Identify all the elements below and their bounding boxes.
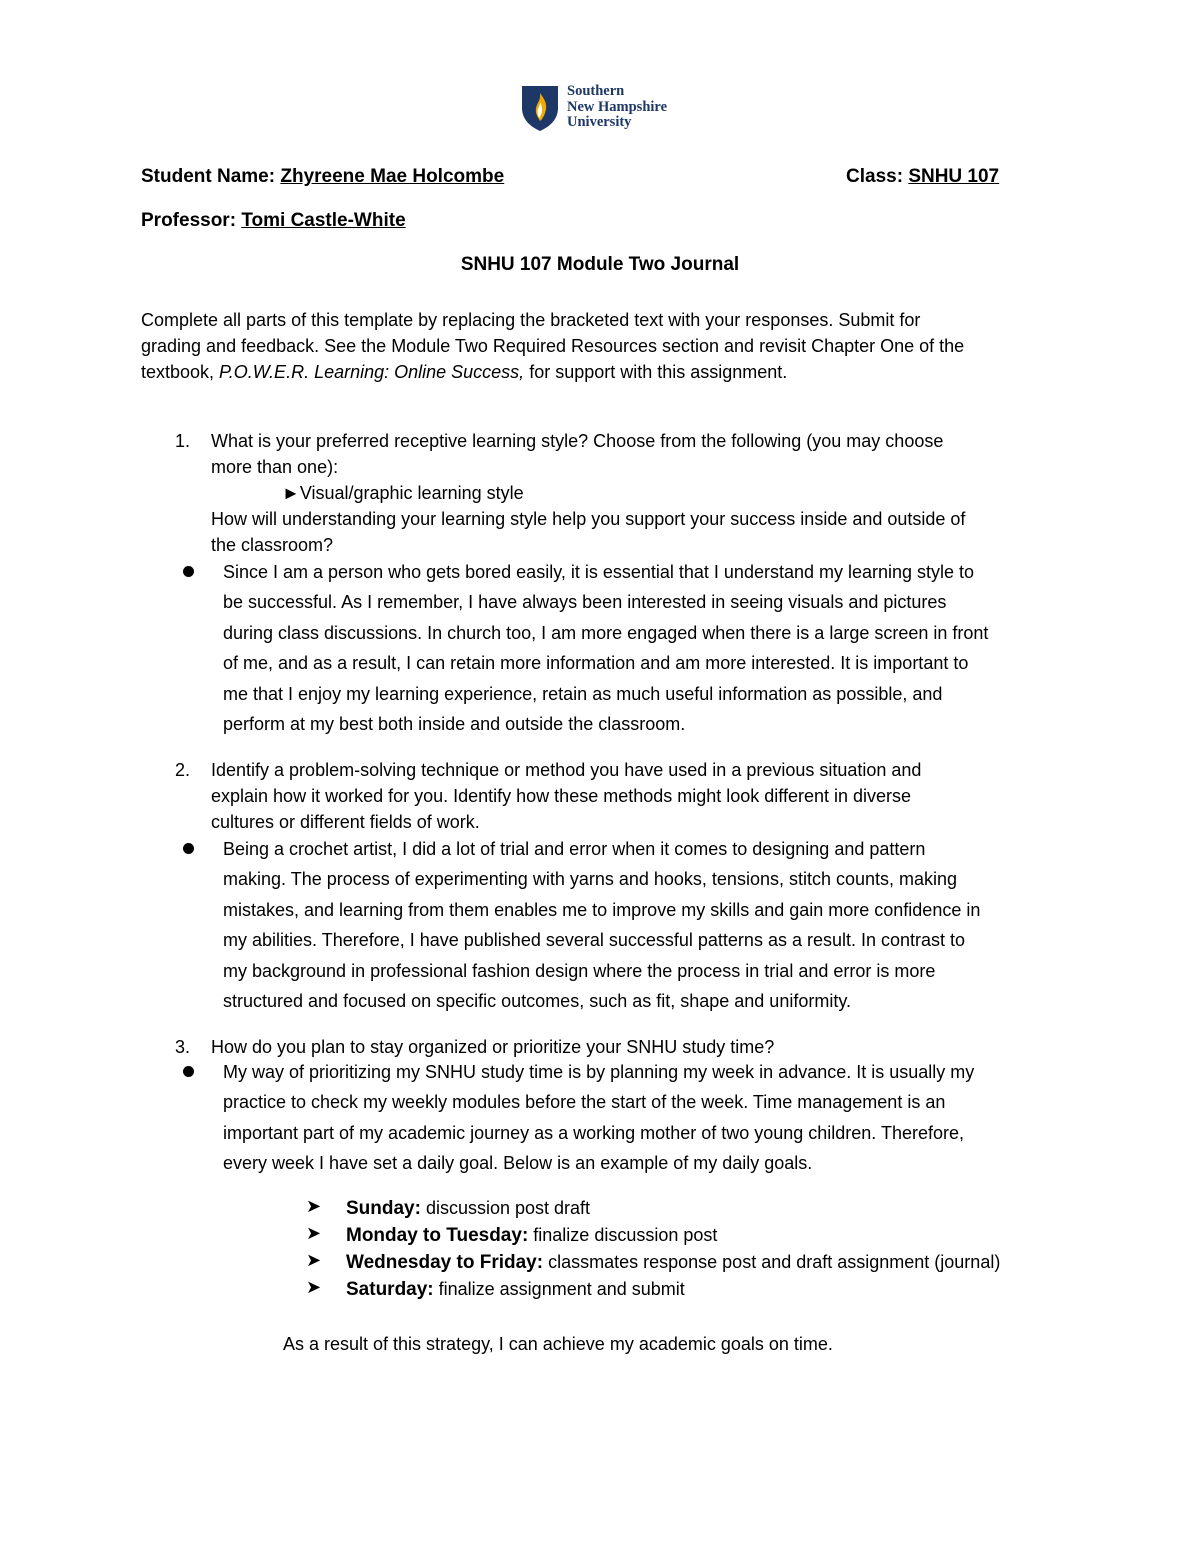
answer-line: mistakes, and learning from them enables me to improve my skills and gain more confidence in (223, 899, 981, 920)
answer-line: making. The process of experimenting with yarns and hooks, tensions, stitch counts, making (223, 869, 958, 890)
page-title: SNHU 107 Module Two Journal (460, 254, 740, 275)
question-number: 1. (175, 431, 191, 451)
answer-line: me that I enjoy my learning experience, retain as much useful information as possible, and (223, 683, 943, 704)
question-line: the classroom? (211, 535, 334, 555)
answer-line: Being a crochet artist, I did a lot of trial and error when it comes to designing and pattern (223, 839, 926, 859)
arrow-bullet-icon: ➤ (306, 1250, 322, 1270)
intro-paragraph (141, 307, 964, 385)
answer-line: of me, and as a result, I can retain more information and am more interested. It is important to (223, 653, 969, 674)
textbook-title: P.O.W.E.R. Learning: Online Success, (219, 362, 525, 382)
question-number: 3. (175, 1037, 191, 1057)
answer-line: during class discussions. In church too, I am more engaged when there is a large screen in front (223, 622, 989, 643)
bullet-icon (183, 843, 194, 854)
question-line: What is your preferred receptive learning style? Choose from the following (you may choose (211, 431, 944, 451)
schedule-task: classmates response post and draft assignment (journal) (543, 1252, 1001, 1272)
schedule-task: discussion post draft (420, 1198, 591, 1218)
professor-row (141, 210, 406, 232)
class-value: SNHU 107 (908, 166, 1000, 187)
answer-line: Since I am a person who gets bored easily, it is essential that I understand my learning style to (223, 562, 975, 582)
question-1 (211, 428, 965, 558)
bullet-icon (183, 1066, 194, 1077)
answer-2 (223, 834, 980, 1016)
answer-line: my abilities. Therefore, I have published several successful patterns as a result. In contrast to (223, 930, 966, 951)
class-label: Class: (846, 166, 904, 187)
bullet-icon (183, 566, 194, 577)
question-line: cultures or different fields of work. (211, 812, 480, 832)
question-line: How will understanding your learning style help you support your success inside and outside of (211, 509, 966, 529)
intro-line: Complete all parts of this template by replacing the bracketed text with your responses. Submit for (141, 310, 921, 330)
schedule-task: finalize discussion post (528, 1225, 718, 1245)
question-number: 2. (175, 760, 191, 780)
question-line: more than one): (211, 457, 339, 477)
answer-line: practice to check my weekly modules before the start of the week. Time management is an (223, 1092, 946, 1113)
schedule-item (346, 1195, 590, 1222)
question-2 (211, 757, 921, 835)
logo-wordmark (567, 84, 667, 131)
arrow-bullet-icon: ➤ (306, 1223, 322, 1243)
answer-line: my background in professional fashion design where the process in trial and error is more (223, 960, 936, 981)
question-line: How do you plan to stay organized or prioritize your SNHU study time? (211, 1037, 775, 1057)
learning-style-choice: ►Visual/graphic learning style (282, 483, 524, 503)
student-label: Student Name: (141, 166, 276, 187)
professor-name: Tomi Castle-White (241, 210, 406, 231)
schedule-day: Monday to Tuesday: (346, 1225, 529, 1246)
intro-line: grading and feedback. See the Module Two Required Resources section and revisit Chapter One of the (141, 336, 965, 356)
schedule-day: Wednesday to Friday: (346, 1252, 544, 1273)
class-row (846, 166, 999, 188)
logo-line-1: Southern (567, 83, 625, 99)
shield-flame-icon (521, 84, 559, 132)
schedule-day: Sunday: (346, 1198, 421, 1219)
student-name: Zhyreene Mae Holcombe (280, 166, 505, 187)
professor-label: Professor: (141, 210, 237, 231)
schedule-item (346, 1249, 1000, 1276)
answer-line: be successful. As I remember, I have always been interested in seeing visuals and pictures (223, 592, 947, 613)
answer-1 (223, 557, 988, 739)
schedule-day: Saturday: (346, 1279, 434, 1300)
logo-line-2: New Hampshire (567, 98, 668, 115)
question-line: explain how it worked for you. Identify how these methods might look different in diverse (211, 786, 912, 806)
schedule-item (346, 1276, 685, 1303)
logo-line-3: University (567, 114, 632, 130)
answer-3 (223, 1057, 974, 1179)
answer-line: every week I have set a daily goal. Below is an example of my daily goals. (223, 1153, 813, 1174)
schedule-item (346, 1222, 717, 1249)
answer-line: perform at my best both inside and outside the classroom. (223, 714, 686, 735)
student-name-row (141, 166, 504, 188)
intro-line: textbook, P.O.W.E.R. Learning: Online Success, for support with this assignment. (141, 362, 788, 382)
arrow-bullet-icon: ➤ (306, 1277, 322, 1297)
schedule-task: finalize assignment and submit (433, 1279, 685, 1299)
answer-line: important part of my academic journey as a working mother of two young children. Therefore, (223, 1122, 965, 1143)
closing-sentence: As a result of this strategy, I can achieve my academic goals on time. (283, 1334, 833, 1354)
arrow-bullet-icon: ➤ (306, 1196, 322, 1216)
answer-line: structured and focused on specific outcomes, such as fit, shape and uniformity. (223, 991, 851, 1012)
answer-line: My way of prioritizing my SNHU study time is by planning my week in advance. It is usually my (223, 1062, 975, 1082)
question-line: Identify a problem-solving technique or method you have used in a previous situation and (211, 760, 922, 780)
